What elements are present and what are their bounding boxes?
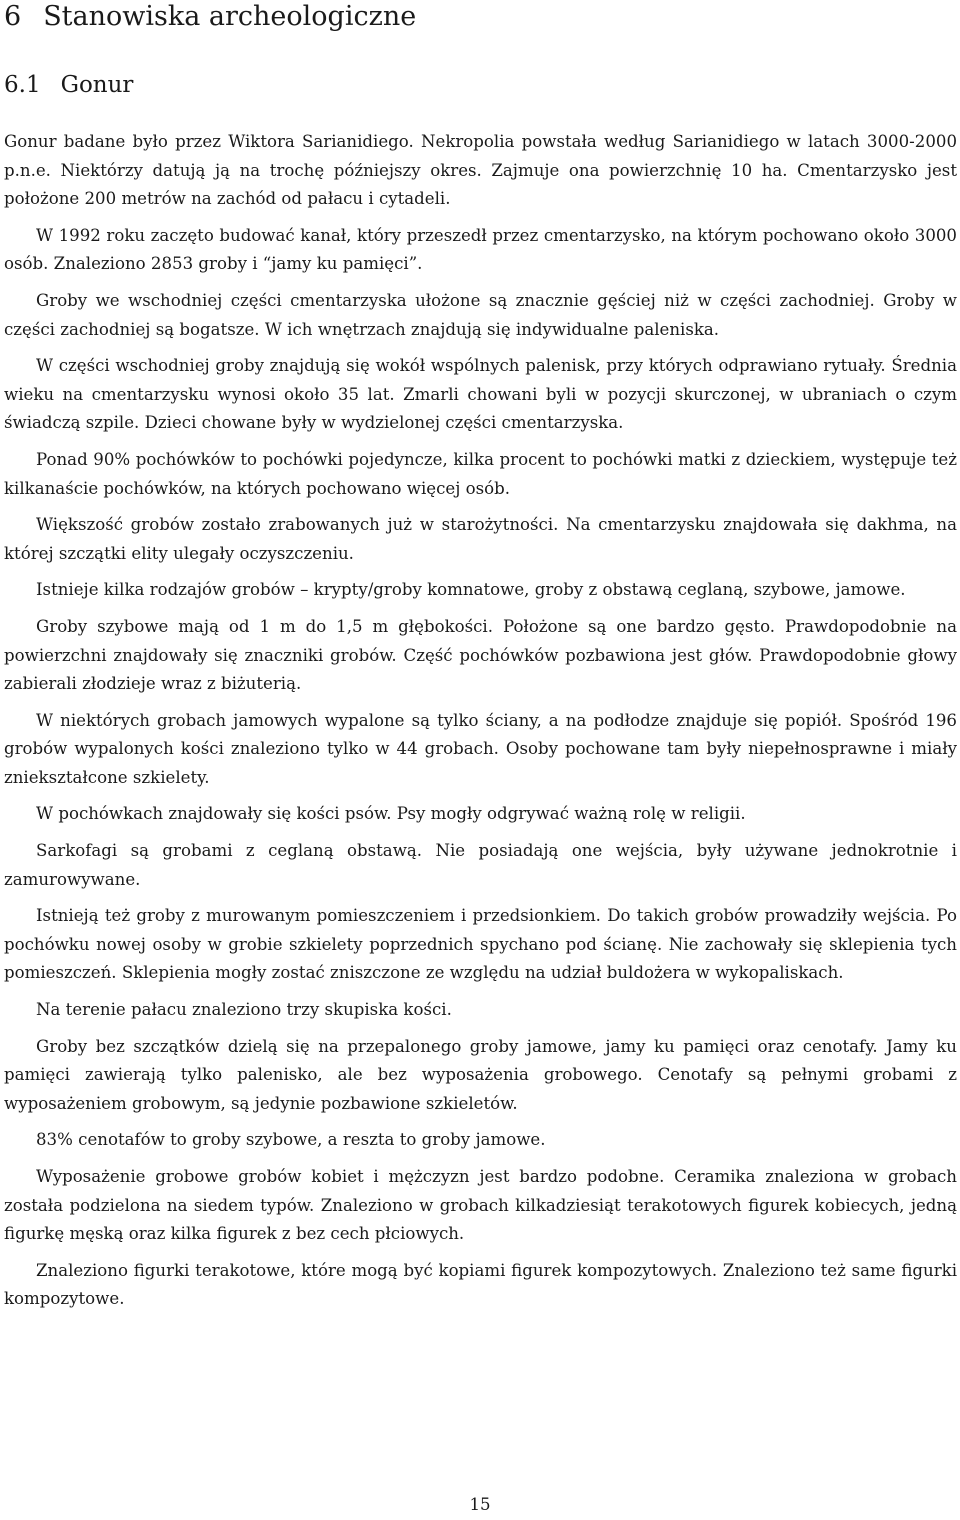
paragraph: W niektórych grobach jamowych wypalone są tylko ściany, a na podłodze znajduje się popiół. Spośród 196 grobów wypalonych kości znaleziono tylko w 44 grobach. Osoby pochowane tam były niepełnosprawne i miały zniekształcone szkielety. [4, 710, 957, 787]
section-number: 6 [4, 1, 22, 32]
paragraph: Istnieją też groby z murowanym pomieszczeniem i przedsionkiem. Do takich grobów prowadziły wejścia. Po pochówku nowej osoby w grobie szkielety poprzednich spychano pod ścianę. Nie zachowały się sklepienia tych pomieszczeń. Sklepienia mogły zostać zniszczone ze względu na udział buldożera w wykopaliskach. [4, 906, 957, 983]
section-title: Stanowiska archeologiczne [43, 1, 417, 32]
paragraph: W 1992 roku zaczęto budować kanał, który przeszedł przez cmentarzysko, na którym pochowano około 3000 osób. Znaleziono 2853 groby i “jamy ku pamięci”. [4, 225, 957, 274]
paragraph: W części wschodniej groby znajdują się wokół wspólnych palenisk, przy których odprawiano rytuały. Średnia wieku na cmentarzysku wynosi około 35 lat. Zmarli chowani byli w pozycji skurczonej, w ubraniach o czym świadczą szpile. Dzieci chowane były w wydzielonej części cmentarzyska. [4, 356, 957, 433]
subsection-title: Gonur [60, 72, 134, 98]
paragraph: 83% cenotafów to groby szybowe, a reszta to groby jamowe. [36, 1130, 546, 1150]
paragraph: Znaleziono figurki terakotowe, które mogą być kopiami figurek kompozytowych. Znaleziono też same figurki kompozytowe. [4, 1260, 957, 1309]
paragraph: W pochówkach znajdowały się kości psów. Psy mogły odgrywać ważną rolę w religii. [36, 804, 746, 824]
paragraph: Groby bez szczątków dzielą się na przepalonego groby jamowe, jamy ku pamięci oraz cenotafy. Jamy ku pamięci zawierają tylko palenisko, ale bez wyposażenia grobowego. Cenotafy są pełnymi grobami z wyposażeniem grobowym, są jedynie pozbawione szkieletów. [4, 1036, 957, 1113]
paragraph: Groby szybowe mają od 1 m do 1,5 m głębokości. Położone są one bardzo gęsto. Prawdopodobnie na powierzchni znajdowały się znaczniki grobów. Część pochówków pozbawiona jest głów. Prawdopodobnie głowy zabierali złodzieje wraz z biżuterią. [4, 616, 957, 694]
subsection-number: 6.1 [4, 72, 41, 98]
section-heading [4, 0, 416, 34]
paragraph: Ponad 90% pochówków to pochówki pojedyncze, kilka procent to pochówki matki z dzieckiem, występuje też kilkanaście pochówków, na których pochowano więcej osób. [4, 449, 957, 498]
paragraph: Wyposażenie grobowe grobów kobiet i mężczyzn jest bardzo podobne. Ceramika znaleziona w grobach została podzielona na siedem typów. Znaleziono w grobach kilkadziesiąt terakotowych figurek kobiecych, jedną figurkę męską oraz kilka figurek z bez cech płciowych. [4, 1167, 957, 1244]
body-text [4, 128, 957, 1322]
paragraph: Sarkofagi są grobami z ceglaną obstawą. Nie posiadają one wejścia, były używane jednokrotnie i zamurowywane. [4, 841, 957, 889]
subsection-heading [4, 70, 133, 100]
paragraph: Gonur badane było przez Wiktora Sarianidiego. Nekropolia powstała według Sarianidiego w latach 3000-2000 p.n.e. Niektórzy datują ją na trochę późniejszy okres. Zajmuje ona powierzchnię 10 ha. Cmentarzysko jest położone 200 metrów na zachód od pałacu i cytadeli. [4, 132, 957, 209]
paragraph: Na terenie pałacu znaleziono trzy skupiska kości. [36, 1000, 452, 1020]
paragraph: Istnieje kilka rodzajów grobów – krypty/groby komnatowe, groby z obstawą ceglaną, szybowe, jamowe. [36, 580, 906, 600]
page-number: 15 [469, 1495, 491, 1514]
paragraph: Większość grobów zostało zrabowanych już w starożytności. Na cmentarzysku znajdowała się dakhma, na której szczątki elity ulegały oczyszczeniu. [4, 515, 957, 563]
paragraph: Groby we wschodniej części cmentarzyska ułożone są znacznie gęściej niż w części zachodniej. Groby w części zachodniej są bogatsze. W ich wnętrzach znajdują się indywidualne paleniska. [4, 290, 957, 339]
